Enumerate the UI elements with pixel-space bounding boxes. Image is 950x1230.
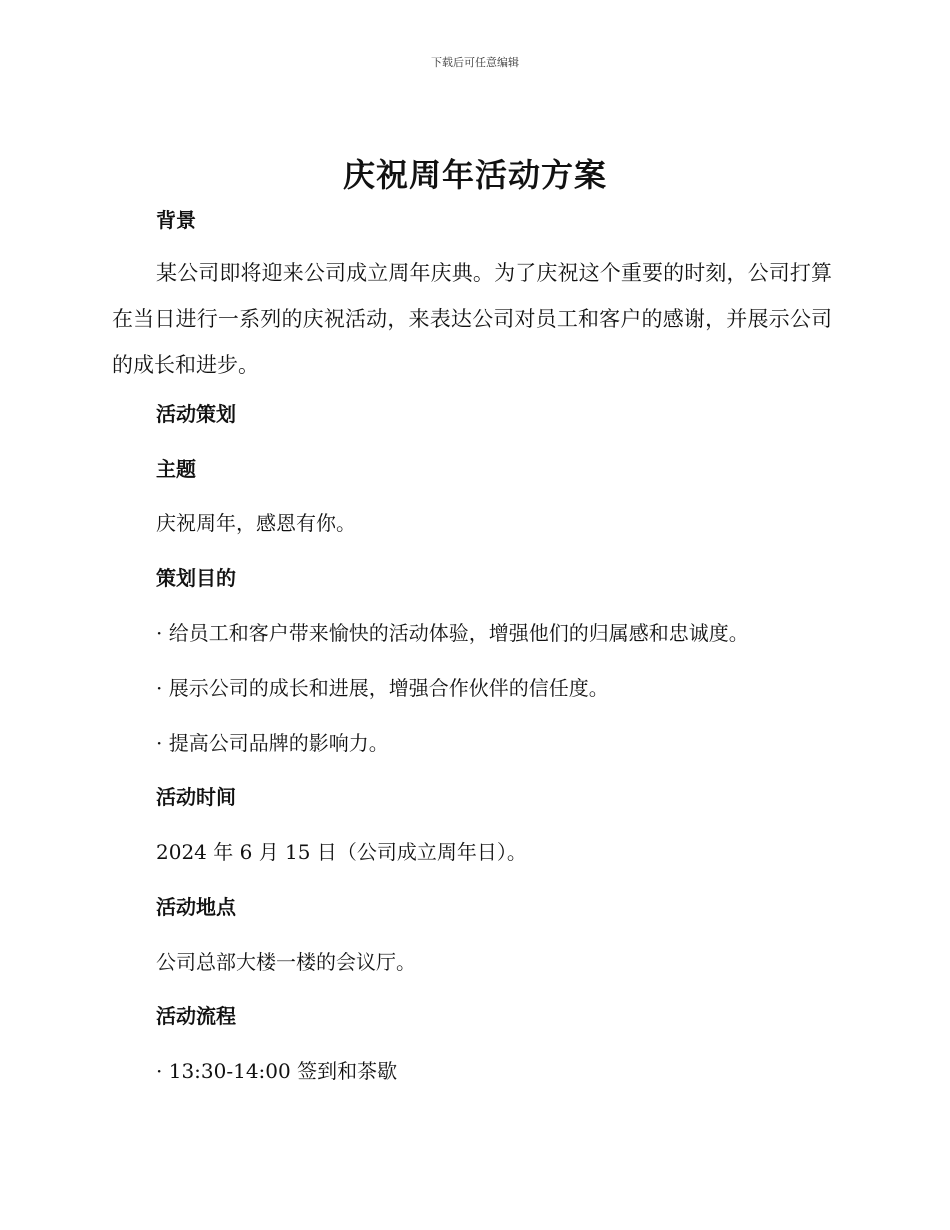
purpose-item-1: · 给员工和客户带来愉快的活动体验，增强他们的归属感和忠诚度。 (156, 621, 749, 645)
section-heading-theme: 主题 (156, 457, 196, 481)
time-text: 2024 年 6 月 15 日（公司成立周年日）。 (156, 840, 527, 864)
background-paragraph: 某公司即将迎来公司成立周年庆典。为了庆祝这个重要的时刻，公司打算在当日进行一系列的庆祝活动，来表达公司对员工和客户的感谢，并展示公司的成长和进步。 (112, 261, 832, 377)
flow-item-1: · 13:30-14:00 签到和茶歇 (156, 1059, 398, 1083)
theme-text: 庆祝周年，感恩有你。 (156, 511, 356, 535)
section-heading-planning: 活动策划 (156, 402, 236, 426)
location-text: 公司总部大楼一楼的会议厅。 (156, 950, 416, 974)
section-heading-background: 背景 (156, 208, 196, 232)
section-heading-purpose: 策划目的 (156, 566, 236, 590)
document-title: 庆祝周年活动方案 (342, 156, 607, 194)
purpose-item-2: · 展示公司的成长和进展，增强合作伙伴的信任度。 (156, 676, 609, 700)
purpose-item-3: · 提高公司品牌的影响力。 (156, 731, 389, 755)
section-heading-flow: 活动流程 (156, 1004, 236, 1028)
header-note: 下载后可任意编辑 (431, 56, 519, 69)
section-heading-time: 活动时间 (156, 785, 236, 809)
section-heading-location: 活动地点 (156, 895, 236, 919)
